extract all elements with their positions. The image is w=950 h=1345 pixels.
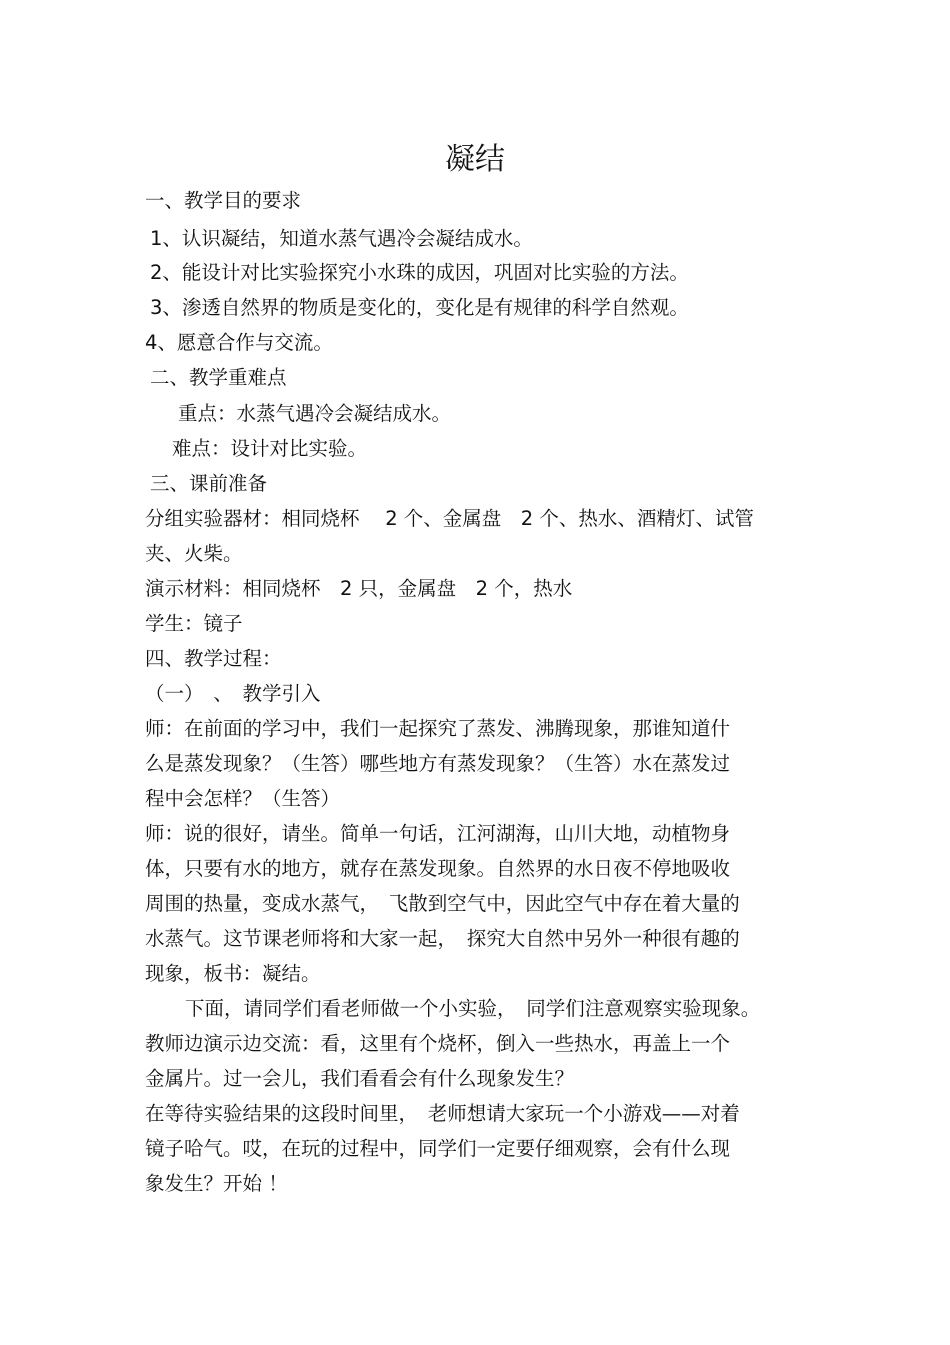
paragraph-line: 演示材料：相同烧杯 2 只，金属盘 2 个，热水 <box>145 577 573 600</box>
paragraph-line: 周围的热量，变成水蒸气， 飞散到空气中，因此空气中存在着大量的 <box>145 892 740 915</box>
document-title: 凝结 <box>445 142 505 177</box>
difficult-point-text: 难点：设计对比实验。 <box>172 437 368 460</box>
objective-item-4: 4、愿意合作与交流。 <box>145 331 333 354</box>
section-heading-process: 四、教学过程： <box>145 647 282 670</box>
paragraph-line: 下面，请同学们看老师做一个小实验， 同学们注意观察实验现象。 <box>185 997 761 1020</box>
paragraph-line: 镜子哈气。哎，在玩的过程中，同学们一定要仔细观察，会有什么现 <box>145 1137 731 1160</box>
paragraph-line: 师：在前面的学习中，我们一起探究了蒸发、沸腾现象，那谁知道什 <box>145 717 731 740</box>
key-point-text: 重点：水蒸气遇冷会凝结成水。 <box>178 402 452 425</box>
paragraph-line: 程中会怎样？（生答） <box>145 787 341 810</box>
objective-item-2: 2、能设计对比实验探究小水珠的成因，巩固对比实验的方法。 <box>150 261 689 284</box>
objective-item-1: 1、认识凝结，知道水蒸气遇冷会凝结成水。 <box>150 227 533 250</box>
paragraph-line: 师：说的很好，请坐。简单一句话，江河湖海，山川大地，动植物身 <box>145 822 731 845</box>
paragraph-line: 体，只要有水的地方，就存在蒸发现象。自然界的水日夜不停地吸收 <box>145 857 731 880</box>
paragraph-line: 水蒸气。这节课老师将和大家一起， 探究大自然中另外一种很有趣的 <box>145 927 740 950</box>
paragraph-line: 夹、火柴。 <box>145 542 243 565</box>
paragraph-line: 分组实验器材：相同烧杯 2 个、金属盘 2 个、热水、酒精灯、试管 <box>145 507 754 530</box>
subsection-heading-introduction: （一） 、 教学引入 <box>145 682 321 705</box>
paragraph-line: 在等待实验结果的这段时间里， 老师想请大家玩一个小游戏——对着 <box>145 1102 740 1125</box>
paragraph-line: 象发生？开始 ！ <box>145 1172 288 1195</box>
section-heading-objectives: 一、教学目的要求 <box>145 189 302 212</box>
paragraph-line: 现象，板书：凝结。 <box>145 962 321 985</box>
paragraph-line: 教师边演示边交流：看，这里有个烧杯，倒入一些热水，再盖上一个 <box>145 1032 731 1055</box>
section-heading-preparation: 三、课前准备 <box>150 472 268 495</box>
objective-item-3: 3、渗透自然界的物质是变化的，变化是有规律的科学自然观。 <box>150 296 689 319</box>
paragraph-line: 金属片。过一会儿，我们看看会有什么现象发生？ <box>145 1067 575 1090</box>
paragraph-line: 学生：镜子 <box>145 612 243 635</box>
section-heading-key-points: 二、教学重难点 <box>150 366 287 389</box>
paragraph-line: 么是蒸发现象？（生答）哪些地方有蒸发现象？（生答）水在蒸发过 <box>145 752 731 775</box>
